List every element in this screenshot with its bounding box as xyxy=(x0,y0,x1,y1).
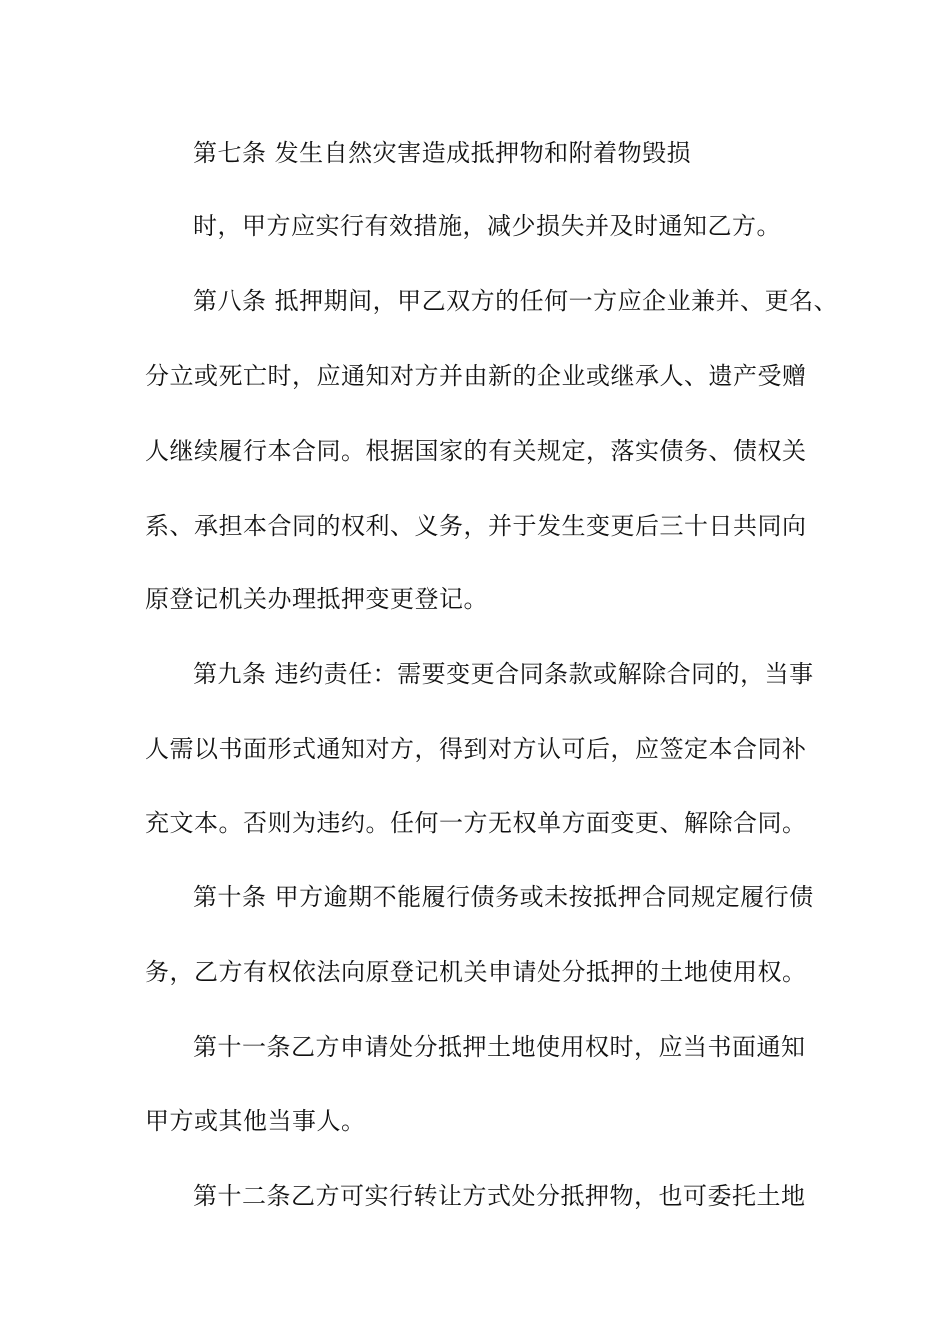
text-line-15: 第十二条乙方可实行转让方式处分抵押物，也可委托土地 xyxy=(193,1182,806,1210)
text-line-14: 甲方或其他当事人。 xyxy=(145,1107,366,1135)
text-line-11: 第十条 甲方逾期不能履行债务或未按抵押合同规定履行债 xyxy=(193,883,814,911)
text-line-6: 系、承担本合同的权利、义务，并于发生变更后三十日共同向 xyxy=(145,512,807,540)
text-line-1: 第七条 发生自然灾害造成抵押物和附着物毁损 xyxy=(193,139,692,167)
text-line-2: 时，甲方应实行有效措施，减少损失并及时通知乙方。 xyxy=(193,212,781,240)
text-line-10: 充文本。否则为违约。任何一方无权单方面变更、解除合同。 xyxy=(145,809,807,837)
text-line-13: 第十一条乙方申请处分抵押土地使用权时，应当书面通知 xyxy=(193,1033,806,1061)
text-line-7: 原登记机关办理抵押变更登记。 xyxy=(145,585,488,613)
text-line-5: 人继续履行本合同。根据国家的有关规定，落实债务、债权关 xyxy=(145,437,807,465)
text-line-4: 分立或死亡时，应通知对方并由新的企业或继承人、遗产受赠 xyxy=(145,362,807,390)
text-line-8: 第九条 违约责任：需要变更合同条款或解除合同的，当事 xyxy=(193,660,814,688)
text-line-12: 务，乙方有权依法向原登记机关申请处分抵押的土地使用权。 xyxy=(145,958,807,986)
text-line-3: 第八条 抵押期间，甲乙双方的任何一方应企业兼并、更名、 xyxy=(193,287,839,315)
text-line-9: 人需以书面形式通知对方，得到对方认可后，应签定本合同补 xyxy=(145,735,807,763)
